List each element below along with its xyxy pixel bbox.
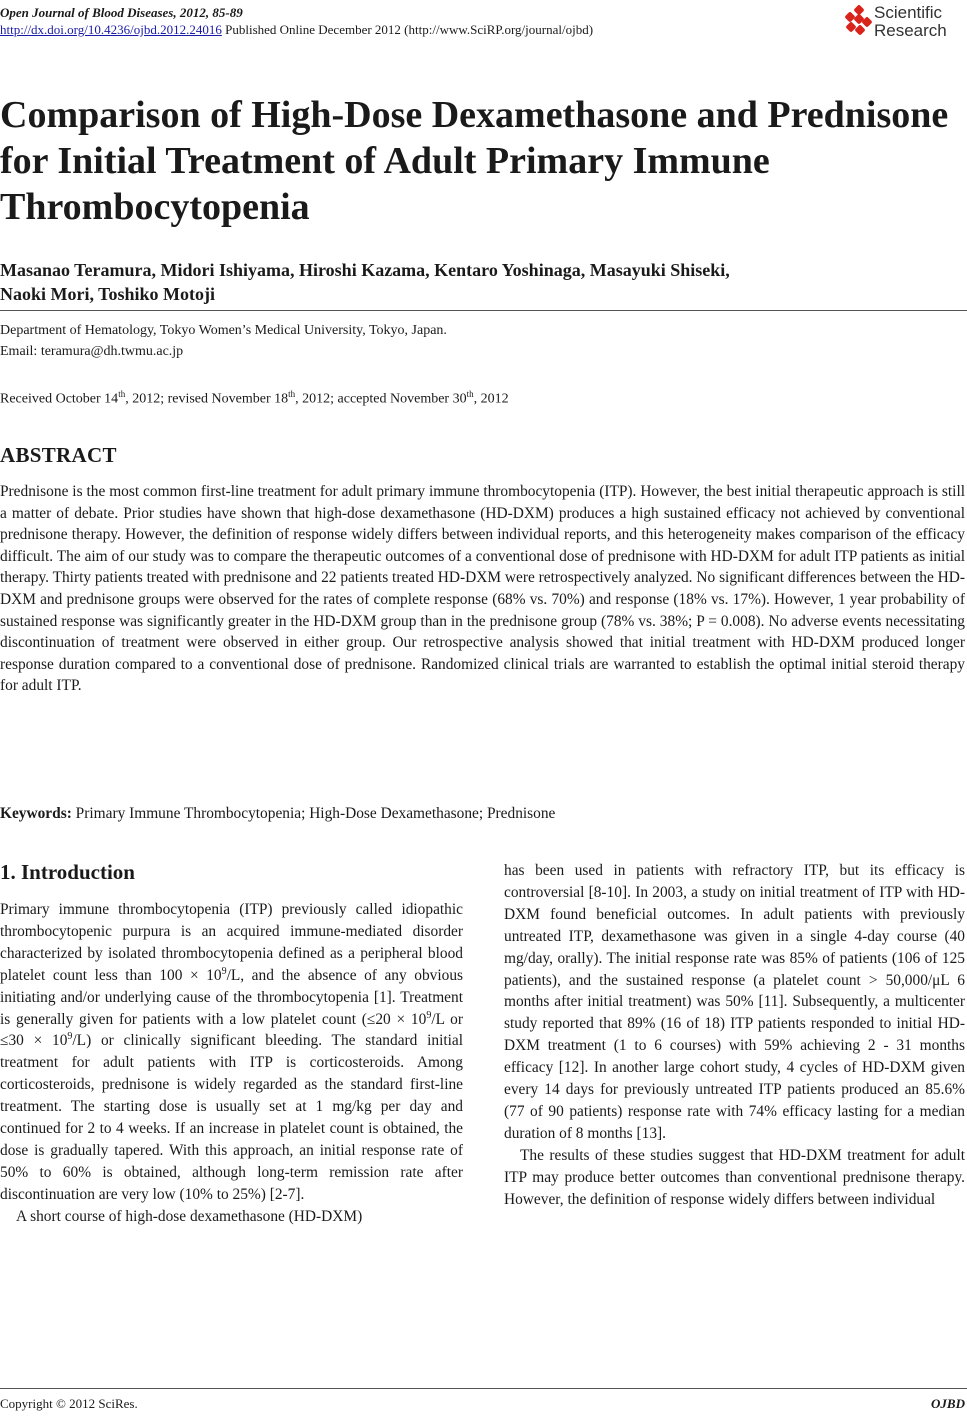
scientific-research-logo-icon	[841, 6, 871, 36]
logo-line-2: Research	[874, 21, 947, 40]
running-header	[0, 4, 593, 38]
abstract-text: Prednisone is the most common first-line treatment for adult primary immune thrombocytopenia (ITP). However, the best initial therapeutic approach is still a matter of debate. Prior studies have shown that high-dose dexamethasone (HD-DXM) produces a high sustained efficacy not achieved by conventional prednisone therapy. However, the definition of response widely differs between individual reports, and this heterogeneity makes comparison of the efficacy difficult. The aim of our study was to compare the therapeutic outcomes of a conventional dose of prednisone with HD-DXM for adult ITP patients as initial therapy. Thirty patients treated with prednisone and 22 patients treated HD-DXM were retrospectively analyzed. No significant differences between the HD-DXM and prednisone groups were observed for the rates of complete response (68% vs. 70%) and response (18% vs. 17%). However, 1 year probability of sustained response was significantly greater in the HD-DXM group than in the prednisone group (78% vs. 38%; P = 0.008). No adverse events necessitating discontinuation of treatment were observed in either group. Our retrospective analysis showed that initial treatment with HD-DXM produced longer response duration compared to a conventional dose of prednisone. Randomized clinical trials are warranted to establish the optimal initial steroid therapy for adult ITP.	[0, 483, 965, 695]
journal-name: Open Journal of Blood Diseases	[0, 5, 174, 20]
email: Email: teramura@dh.twmu.ac.jp	[0, 344, 184, 359]
authors-line-1: Masanao Teramura, Midori Ishiyama, Hiroshi Kazama, Kentaro Yoshinaga, Masayuki Shiseki,	[0, 260, 730, 280]
affiliation-block	[0, 320, 447, 362]
published-online: Published Online December 2012 (http://www.SciRP.org/journal/ojbd)	[221, 22, 594, 37]
author-list	[0, 258, 967, 306]
left-column	[0, 899, 463, 1228]
doi-link[interactable]: http://dx.doi.org/10.4236/ojbd.2012.24016	[0, 22, 222, 37]
paper-title: Comparison of High-Dose Dexamethasone and Prednisone for Initial Treatment of Adult Primary Immune Thrombocytopenia	[0, 94, 949, 228]
intro-paragraph-2: A short course of high-dose dexamethasone (HD-DXM)	[16, 1207, 363, 1225]
logo-line-1: Scientific	[874, 3, 943, 22]
header-divider	[0, 310, 967, 311]
section-heading-introduction: 1. Introduction	[0, 860, 135, 884]
affiliation: Department of Hematology, Tokyo Women’s Medical University, Tokyo, Japan.	[0, 323, 447, 338]
received-dates: Received October 14th, 2012; revised November 18th, 2012; accepted November 30th, 2012	[0, 389, 509, 407]
intro-paragraph-2-cont: has been used in patients with refractory ITP, but its efficacy is controversial [8-10]. In 2003, a study on initial treatment of ITP with HD-DXM found beneficial outcomes. In adult patients with previously untreated ITP, dexamethasone was given in a single 4-day course (40 mg/day, orally). The initial response rate was 85% of patients (106 of 125 patients), and the sustained response (a platelet count > 50,000/μL 6 months after initial treatment) was 50% [11]. Subsequently, a multicenter study reported that 89% (16 of 18) ITP patients responded to initial HD-DXM treatment (1 to 6 courses) with 59% achieving 2 - 31 months efficacy [12]. In another large cohort study, 4 cycles of HD-DXM given every 14 days for previously untreated ITP patients produced an 85.6% (77 of 90 patients) response rate with 74% efficacy lasting for a median duration of 8 months [13].	[504, 862, 965, 1142]
publisher-logo	[841, 4, 961, 44]
abstract-heading: ABSTRACT	[0, 443, 117, 467]
intro-paragraph-1: Primary immune thrombocytopenia (ITP) previously called idiopathic thrombocytopenic purpura is an acquired immune-mediated disorder characterized by isolated thrombocytopenia defined as a peripheral blood platelet count less than $100 \times 10^9/L$, and the absence of any obvious initiating and/or underlying cause of the thrombocytopenia [1]. Treatment is generally given for patients with a low platelet count ($\le 20 \times 10^9/L$ or $\le 30 \times 10^9/L$) or clinically significant bleeding. The standard initial treatment for adult patients with ITP is corticosteroids. Among corticosteroids, prednisone is widely regarded as the standard first-line treatment. The starting dose is usually set at 1 mg/kg per day and continued for 2 to 4 weeks. If an increase in platelet count is obtained, the dose is gradually tapered. With this approach, an initial response rate of 50% to 60% is obtained, although long-term remission rate after discontinuation are very low (10% to 25%) [2-7].	[0, 901, 464, 1203]
intro-paragraph-3: The results of these studies suggest that HD-DXM treatment for adult ITP may produce better outcomes than conventional prednisone therapy. However, the definition of response widely differs between individual	[504, 1146, 965, 1208]
journal-abbreviation: OJBD	[931, 1396, 965, 1411]
keywords	[0, 804, 555, 824]
right-column	[504, 860, 965, 1211]
keywords-label: Keywords:	[0, 805, 72, 822]
footer-divider	[0, 1388, 967, 1389]
authors-line-2: Naoki Mori, Toshiko Motoji	[0, 284, 216, 304]
volume-pages: , 2012, 85-89	[173, 5, 243, 20]
copyright: Copyright © 2012 SciRes.	[0, 1396, 138, 1411]
keywords-list: Primary Immune Thrombocytopenia; High-Dose Dexamethasone; Prednisone	[71, 805, 556, 822]
